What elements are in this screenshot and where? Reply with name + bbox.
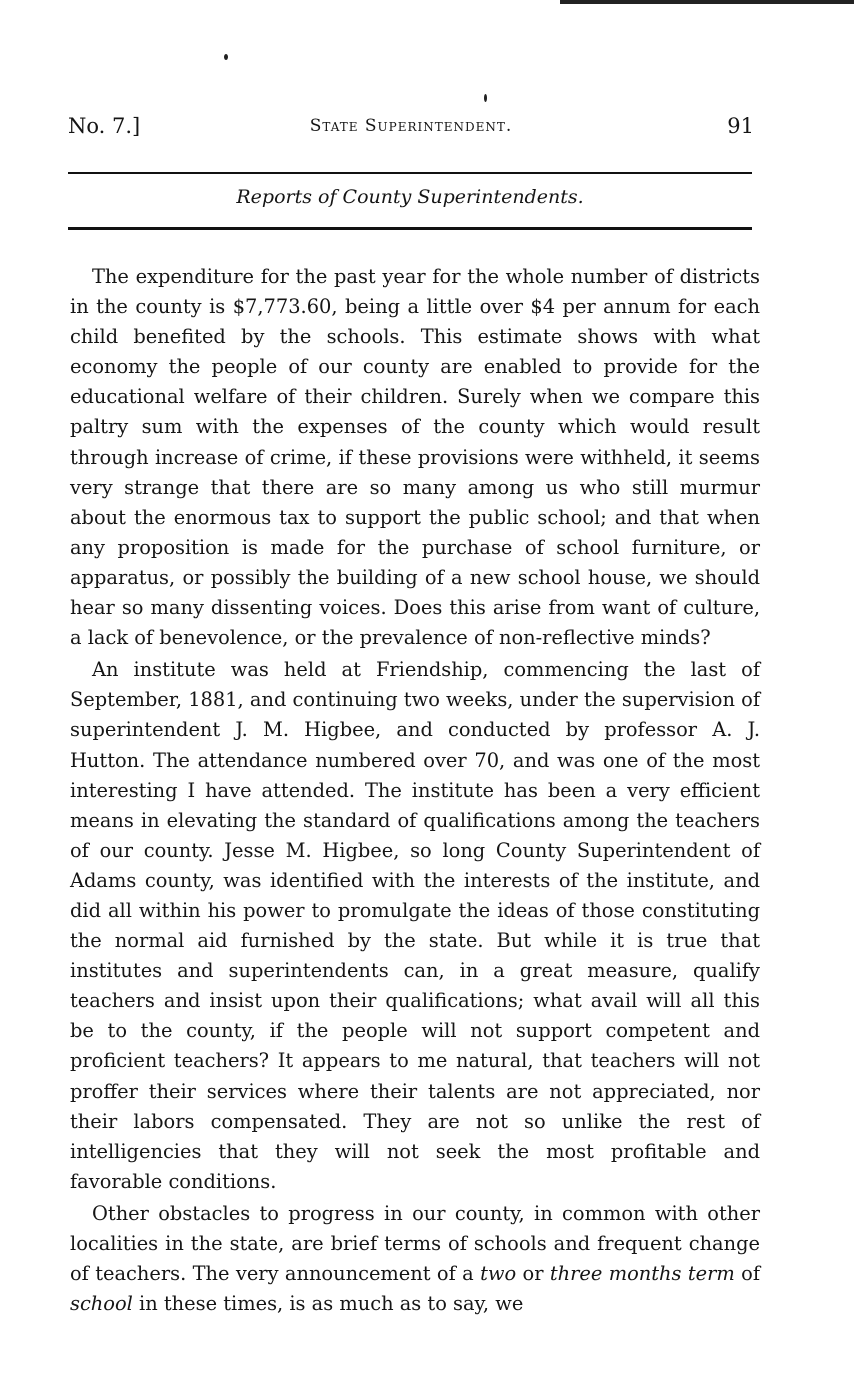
emphasis-text: three months term: [549, 1262, 735, 1286]
header-rule-bottom: [68, 227, 752, 230]
paragraph: The expenditure for the past year for the whole number of districts in the county is $7,773.60, being a little over $4 per annum for each child benefited by the schools. This estimate shows with what economy the people of our county are enabled to provide for the educational welfare of their children. Surely when we compare this paltry sum with the expenses of the county which would result through increase of crime, if these provisions were withheld, it seems very strange that there are so many among us who still murmur about the enormous tax to support the public school; and that when any proposition is made for the purchase of school furniture, or apparatus, or possibly the building of a new school house, we should hear so many dissenting voices. Does this arise from want of culture, a lack of benevolence, or the prevalence of non-reflective minds?: [70, 265, 760, 650]
ink-speck: [224, 54, 228, 60]
running-title: State Superintendent.: [309, 116, 513, 136]
section-subtitle: Reports of County Superintendents.: [236, 186, 584, 208]
page-header: [68, 114, 754, 144]
document-number: No. 7.]: [68, 114, 141, 138]
ink-speck: [484, 94, 487, 102]
emphasis-text: school: [70, 1292, 133, 1316]
body-text: [70, 262, 760, 1319]
emphasis-text: two: [480, 1262, 517, 1286]
page-number: 91: [727, 114, 754, 138]
header-rule-top: [68, 172, 752, 174]
scan-edge-line: [560, 0, 854, 4]
paragraph: An institute was held at Friendship, commencing the last of September, 1881, and continuing two weeks, under the supervision of superintendent J. M. Higbee, and conducted by professor A. J. Hutton. The attendance numbered over 70, and was one of the most interesting I have attended. The institute has been a very efficient means in elevating the standard of qualifications among the teachers of our county. Jesse M. Higbee, so long County Superintendent of Adams county, was identified with the interests of the institute, and did all within his power to promulgate the ideas of those constituting the normal aid furnished by the state. But while it is true that institutes and superintendents can, in a great measure, qualify teachers and insist upon their qualifications; what avail will all this be to the county, if the people will not support competent and proficient teachers? It appears to me natural, that teachers will not proffer their services where their talents are not appreciated, nor their labors compensated. They are not so unlike the rest of intelligencies that they will not seek the most profitable and favorable conditions.: [70, 658, 760, 1193]
paragraph-text: Other obstacles to progress in our county, in common with other localities in the state, are brief terms of schools and frequent change of teachers. The very announcement of a: [70, 1201, 760, 1286]
paragraph-text: in these times, is as much as to say, we: [132, 1292, 524, 1316]
paragraph-text: or: [516, 1262, 550, 1286]
paragraph: [70, 1199, 760, 1319]
paragraph-text: of: [734, 1262, 760, 1286]
